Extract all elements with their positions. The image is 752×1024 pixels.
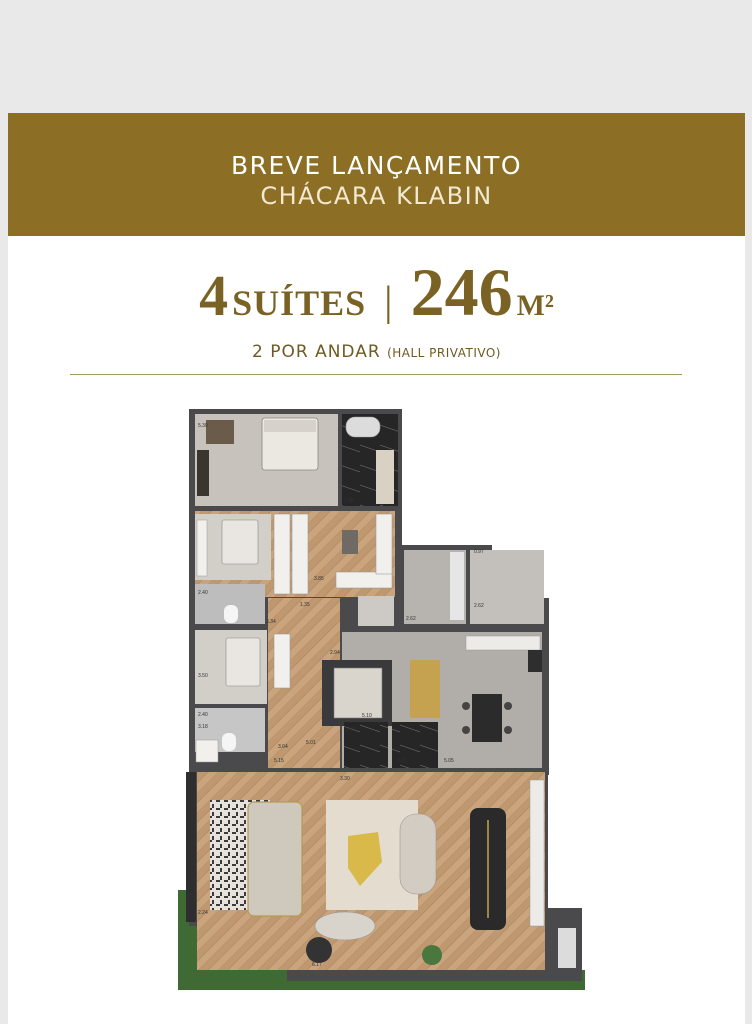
living-wall-cabinet [186,772,196,922]
banner-title: BREVE LANÇAMENTO [230,151,523,180]
chair [504,726,512,734]
room-dimension-label: 0.97 [474,549,484,555]
closet-left [274,514,290,594]
buffet [530,780,544,926]
headline-separator: | [384,279,393,325]
suite2-wardrobe [197,520,207,576]
round-table [306,937,332,963]
room-dimension-label: 2.62 [406,616,416,622]
room-dimension-label: 1.85 [344,498,354,504]
room-dimension-label: 1.60 [345,727,355,733]
suites-count: 4 [199,263,229,328]
laundry-floor [470,550,544,624]
room-dimension-label: 3.50 [198,673,208,679]
room-dimension-label: 2.40 [198,712,208,718]
suite3-bed [226,638,260,686]
room-dimension-label: 5.15 [274,758,284,764]
room-dimension-label: 3.04 [278,744,288,750]
plant-icon [422,945,442,965]
closet-bottom [336,572,392,588]
ottoman [342,530,358,554]
room-dimension-label: 2.40 [198,590,208,596]
room-dimension-label: 5.10 [362,713,372,719]
powder-room [358,596,394,626]
closet-right [292,514,308,594]
room-dimension-label: 2.62 [474,603,484,609]
chaise [315,912,375,940]
closet-side [376,514,392,574]
dining-table-small [472,694,502,742]
room-dimension-label: 5.05 [444,758,454,764]
room-dimension-label: 1.73 [397,758,407,764]
suite3-wardrobe [274,634,290,688]
master-armchair [206,420,234,444]
area-unit: M² [516,289,554,322]
suite2-toilet [224,605,238,623]
kitchen-counter [466,636,540,650]
room-dimension-label: 3.18 [198,724,208,730]
area-value: 246 [410,254,513,330]
room-dimension-label: 3.85 [314,576,324,582]
room-dimension-label: 3.34 [266,619,276,625]
sofa-l [248,802,302,916]
room-dimension-label: 2.24 [198,910,208,916]
room-dimension-label: 5.30 [198,423,208,429]
balcony-sink [558,928,576,968]
master-bath-vanity [376,450,394,504]
room-dimension-label: 3.30 [340,776,350,782]
room-dimension-label: 2.94 [330,650,340,656]
master-sideboard [197,450,209,496]
chair [462,702,470,710]
room-dimension-label: 6.17 [312,962,322,968]
private-hall-note: (HALL PRIVATIVO) [387,346,501,360]
service-counter [450,552,464,620]
suites-label: SUÍTES [232,283,367,323]
room-dimension-label: 5.01 [306,740,316,746]
room-dimension-label: 1.35 [300,602,310,608]
master-bed-pillows [264,420,316,432]
suite3-shelf [196,740,218,762]
chair [504,702,512,710]
suite2-bed [222,520,258,564]
banner-subtitle: CHÁCARA KLABIN [260,182,493,210]
bathtub [346,417,380,437]
kitchen-island [410,660,440,718]
units-per-floor: 2 POR ANDAR [252,342,381,362]
chair [462,726,470,734]
elevator-cab [334,668,382,718]
cooktop [528,650,542,672]
suite3-toilet [222,733,236,751]
curved-sofa [400,814,436,894]
